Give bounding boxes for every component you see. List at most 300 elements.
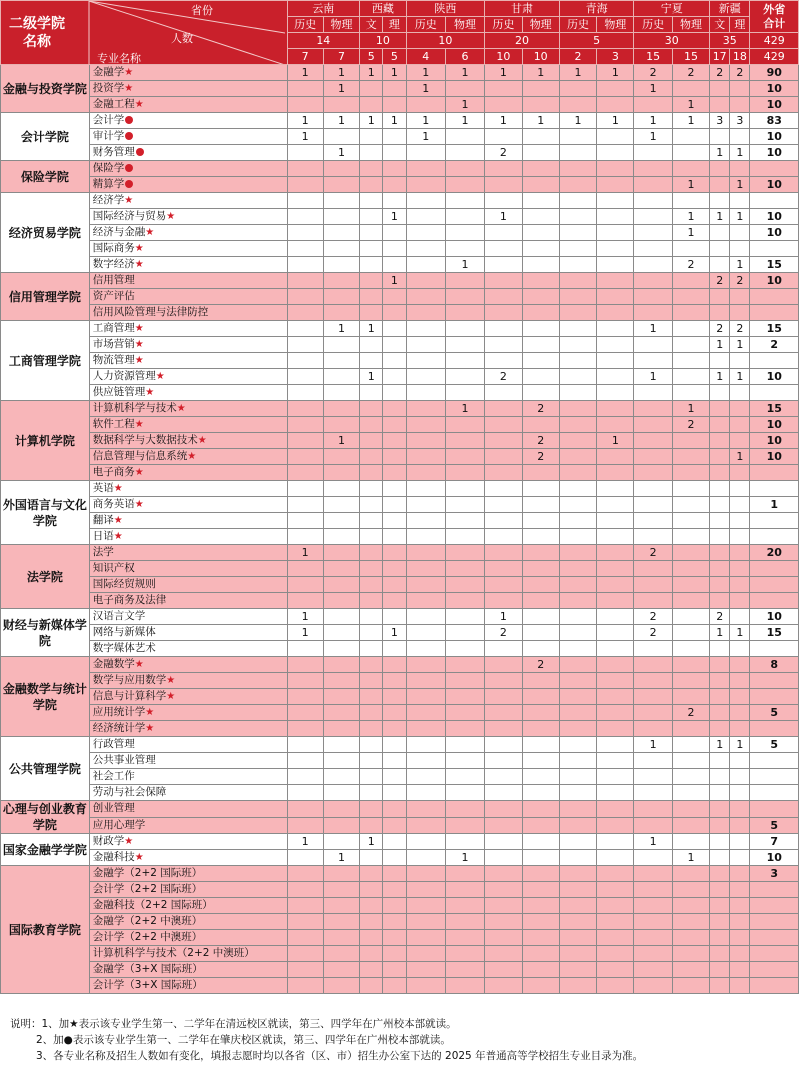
cell: 2	[672, 65, 709, 81]
cell	[522, 561, 559, 577]
cell	[672, 914, 709, 930]
cell	[445, 321, 484, 337]
cell	[522, 289, 559, 305]
star-icon: ★	[124, 836, 134, 847]
cell	[406, 721, 445, 737]
cell	[597, 817, 634, 834]
cell	[323, 817, 359, 834]
major-name	[89, 625, 287, 641]
cell	[710, 433, 730, 449]
cell	[559, 946, 596, 962]
cell: 2	[730, 321, 750, 337]
major-label: 汉语言文学	[92, 610, 146, 622]
cell	[710, 978, 730, 994]
cell	[406, 321, 445, 337]
cell	[597, 289, 634, 305]
row-total: 15	[750, 321, 799, 337]
cell	[406, 561, 445, 577]
cell	[672, 673, 709, 689]
major-label: 社会工作	[92, 770, 135, 782]
table-row	[1, 433, 799, 449]
cell	[360, 609, 383, 625]
table-row	[1, 465, 799, 481]
cell: 1	[287, 113, 323, 129]
cell	[445, 769, 484, 785]
cell	[323, 705, 359, 721]
cell	[383, 689, 406, 705]
cell	[287, 946, 323, 962]
star-icon: ★	[166, 211, 176, 222]
cell	[672, 625, 709, 641]
cell	[522, 705, 559, 721]
cell	[672, 481, 709, 497]
cell: 2	[710, 609, 730, 625]
cell	[406, 657, 445, 673]
row-total	[750, 577, 799, 593]
cell	[383, 401, 406, 417]
cell	[323, 241, 359, 257]
cell	[634, 337, 672, 353]
subject-count-0-1: 7	[323, 49, 359, 65]
row-total: 7	[750, 834, 799, 850]
cell	[485, 962, 522, 978]
subject-4-0: 历史	[559, 17, 596, 33]
cell: 1	[672, 209, 709, 225]
major-label: 会计学（2+2 国际班）	[92, 883, 203, 895]
table-row	[1, 737, 799, 753]
cell	[445, 577, 484, 593]
cell	[634, 882, 672, 898]
cell	[323, 673, 359, 689]
cell	[287, 529, 323, 545]
cell	[730, 129, 750, 145]
cell	[445, 513, 484, 529]
major-name	[89, 241, 287, 257]
cell	[383, 433, 406, 449]
subject-count-4-1: 3	[597, 49, 634, 65]
cell	[672, 353, 709, 369]
row-total	[750, 962, 799, 978]
major-label: 市场营销	[92, 338, 135, 350]
cell	[485, 817, 522, 834]
cell	[559, 81, 596, 97]
cell	[445, 914, 484, 930]
cell: 2	[672, 417, 709, 433]
cell	[445, 882, 484, 898]
cell	[710, 289, 730, 305]
total-column-title: 外省 合计	[750, 1, 799, 33]
cell	[597, 657, 634, 673]
table-row	[1, 609, 799, 625]
cell	[597, 930, 634, 946]
table-row	[1, 497, 799, 513]
cell	[383, 898, 406, 914]
table-row	[1, 946, 799, 962]
cell	[522, 369, 559, 385]
cell: 1	[383, 273, 406, 289]
cell	[710, 866, 730, 882]
cell	[730, 481, 750, 497]
row-total	[750, 673, 799, 689]
cell	[522, 882, 559, 898]
cell	[597, 882, 634, 898]
grand-total: 429	[750, 33, 799, 49]
cell	[445, 417, 484, 433]
cell	[730, 545, 750, 561]
row-total	[750, 914, 799, 930]
major-label: 日语	[92, 530, 114, 542]
cell	[406, 625, 445, 641]
cell	[730, 817, 750, 834]
major-label: 精算学	[92, 178, 125, 190]
cell: 1	[672, 177, 709, 193]
cell	[360, 289, 383, 305]
cell	[597, 529, 634, 545]
cell: 1	[634, 81, 672, 97]
major-label: 应用统计学	[92, 706, 146, 718]
cell	[323, 625, 359, 641]
table-row	[1, 449, 799, 465]
cell	[287, 817, 323, 834]
cell	[485, 866, 522, 882]
cell: 1	[730, 449, 750, 465]
cell	[559, 289, 596, 305]
cell	[522, 898, 559, 914]
cell	[287, 369, 323, 385]
row-total: 10	[750, 273, 799, 289]
cell	[710, 689, 730, 705]
star-icon: ★	[145, 723, 155, 734]
province-total-3: 20	[485, 33, 560, 49]
dept-name: 国际教育学院	[1, 866, 90, 994]
cell	[672, 193, 709, 209]
cell	[672, 81, 709, 97]
cell	[287, 97, 323, 113]
cell	[383, 737, 406, 753]
cell: 2	[634, 545, 672, 561]
cell: 1	[323, 113, 359, 129]
cell	[634, 433, 672, 449]
cell	[710, 914, 730, 930]
cell	[383, 753, 406, 769]
cell	[445, 561, 484, 577]
cell	[485, 978, 522, 994]
subject-count-6-0: 17	[710, 49, 730, 65]
cell	[597, 273, 634, 289]
major-name	[89, 449, 287, 465]
cell	[634, 785, 672, 801]
cell: 1	[710, 737, 730, 753]
major-label: 劳动与社会保障	[92, 786, 167, 798]
cell	[445, 721, 484, 737]
cell: 1	[383, 113, 406, 129]
cell	[360, 866, 383, 882]
cell	[710, 834, 730, 850]
cell	[287, 930, 323, 946]
cell: 1	[634, 113, 672, 129]
cell	[360, 145, 383, 161]
cell: 1	[287, 65, 323, 81]
row-total: 15	[750, 257, 799, 273]
table-row	[1, 337, 799, 353]
subject-5-0: 历史	[634, 17, 672, 33]
province-0: 云南	[287, 1, 360, 17]
cell	[672, 801, 709, 818]
cell	[406, 449, 445, 465]
cell: 1	[323, 850, 359, 866]
cell	[730, 305, 750, 321]
cell	[485, 641, 522, 657]
cell: 1	[287, 609, 323, 625]
cell	[522, 417, 559, 433]
major-name	[89, 978, 287, 994]
table-row	[1, 801, 799, 818]
cell	[634, 561, 672, 577]
table-row	[1, 385, 799, 401]
cell	[559, 417, 596, 433]
star-icon: ★	[124, 83, 134, 94]
cell	[323, 866, 359, 882]
cell	[287, 257, 323, 273]
cell	[360, 497, 383, 513]
cell	[730, 930, 750, 946]
cell	[597, 241, 634, 257]
cell	[406, 753, 445, 769]
cell	[360, 753, 383, 769]
cell	[445, 689, 484, 705]
cell: 1	[672, 97, 709, 113]
cell	[323, 641, 359, 657]
table-row	[1, 866, 799, 882]
cell	[287, 177, 323, 193]
table-row	[1, 65, 799, 81]
cell: 1	[406, 129, 445, 145]
cell	[383, 914, 406, 930]
star-icon: ★	[134, 99, 144, 110]
cell: 1	[445, 97, 484, 113]
cell: 1	[634, 834, 672, 850]
cell	[672, 449, 709, 465]
table-row	[1, 273, 799, 289]
table-row	[1, 305, 799, 321]
cell	[672, 385, 709, 401]
cell	[360, 641, 383, 657]
cell	[485, 577, 522, 593]
cell	[445, 834, 484, 850]
table-row	[1, 321, 799, 337]
cell	[597, 369, 634, 385]
table-row	[1, 850, 799, 866]
cell	[287, 161, 323, 177]
cell	[445, 273, 484, 289]
cell	[485, 401, 522, 417]
cell	[522, 129, 559, 145]
cell	[634, 753, 672, 769]
cell	[360, 657, 383, 673]
cell	[287, 385, 323, 401]
cell	[730, 225, 750, 241]
cell	[597, 785, 634, 801]
cell	[634, 97, 672, 113]
province-1: 西藏	[360, 1, 406, 17]
major-label: 经济学	[92, 194, 125, 206]
red-dot-icon	[125, 180, 133, 188]
cell	[730, 689, 750, 705]
cell: 1	[445, 257, 484, 273]
cell	[597, 145, 634, 161]
cell	[287, 337, 323, 353]
cell: 1	[323, 145, 359, 161]
subject-5-1: 物理	[672, 17, 709, 33]
cell	[710, 193, 730, 209]
cell	[383, 241, 406, 257]
major-label: 保险学	[92, 162, 125, 174]
cell	[445, 737, 484, 753]
cell	[597, 801, 634, 818]
cell	[445, 337, 484, 353]
major-name	[89, 657, 287, 673]
cell	[323, 257, 359, 273]
cell	[323, 161, 359, 177]
cell	[559, 177, 596, 193]
row-total: 10	[750, 369, 799, 385]
cell	[360, 97, 383, 113]
row-total: 3	[750, 866, 799, 882]
table-row	[1, 257, 799, 273]
cell	[445, 898, 484, 914]
cell	[672, 321, 709, 337]
cell	[597, 545, 634, 561]
cell	[730, 914, 750, 930]
major-label: 金融科技（2+2 国际班）	[92, 899, 213, 911]
cell	[323, 353, 359, 369]
subject-3-0: 历史	[485, 17, 522, 33]
cell	[287, 193, 323, 209]
major-label: 会计学	[92, 114, 125, 126]
table-row	[1, 641, 799, 657]
subject-count-3-0: 10	[485, 49, 522, 65]
cell	[710, 721, 730, 737]
cell	[597, 209, 634, 225]
major-label: 金融学（3+X 国际班）	[92, 963, 203, 975]
cell	[383, 497, 406, 513]
cell	[522, 337, 559, 353]
cell	[406, 385, 445, 401]
cell	[287, 209, 323, 225]
cell	[597, 513, 634, 529]
cell	[287, 417, 323, 433]
cell	[559, 753, 596, 769]
cell	[559, 898, 596, 914]
cell	[522, 866, 559, 882]
cell	[672, 577, 709, 593]
cell: 3	[710, 113, 730, 129]
cell	[710, 962, 730, 978]
table-row	[1, 834, 799, 850]
major-label: 翻译	[92, 514, 114, 526]
major-name	[89, 209, 287, 225]
row-total	[750, 689, 799, 705]
cell	[559, 97, 596, 113]
major-label: 行政管理	[92, 738, 135, 750]
table-row	[1, 577, 799, 593]
cell	[406, 177, 445, 193]
star-icon: ★	[124, 67, 134, 78]
row-total	[750, 769, 799, 785]
cell	[597, 417, 634, 433]
cell	[323, 417, 359, 433]
major-name	[89, 882, 287, 898]
major-label: 会计学（2+2 中澳班）	[92, 931, 203, 943]
cell	[710, 882, 730, 898]
cell	[634, 673, 672, 689]
table-row	[1, 369, 799, 385]
cell	[383, 673, 406, 689]
cell	[287, 641, 323, 657]
red-dot-icon	[125, 132, 133, 140]
cell: 1	[730, 737, 750, 753]
cell	[597, 641, 634, 657]
table-row	[1, 978, 799, 994]
table-row	[1, 545, 799, 561]
cell	[445, 209, 484, 225]
row-total	[750, 465, 799, 481]
major-name	[89, 289, 287, 305]
table-row	[1, 753, 799, 769]
star-icon: ★	[113, 531, 123, 542]
cell	[597, 705, 634, 721]
row-total	[750, 641, 799, 657]
cell	[323, 193, 359, 209]
star-icon: ★	[113, 515, 123, 526]
cell	[323, 689, 359, 705]
cell	[445, 817, 484, 834]
cell	[360, 513, 383, 529]
cell	[559, 962, 596, 978]
major-label: 数字经济	[92, 258, 135, 270]
table-row	[1, 177, 799, 193]
cell	[634, 946, 672, 962]
cell	[730, 433, 750, 449]
red-dot-icon	[125, 116, 133, 124]
cell	[522, 593, 559, 609]
cell: 1	[559, 65, 596, 81]
cell	[485, 337, 522, 353]
major-name	[89, 593, 287, 609]
cell	[634, 401, 672, 417]
cell	[730, 866, 750, 882]
cell	[597, 561, 634, 577]
major-label: 经济与金融	[92, 226, 146, 238]
cell	[445, 753, 484, 769]
cell	[559, 593, 596, 609]
cell	[597, 193, 634, 209]
major-label: 人力资源管理	[92, 370, 156, 382]
cell	[710, 545, 730, 561]
cell	[383, 305, 406, 321]
cell	[634, 273, 672, 289]
cell	[634, 465, 672, 481]
major-label: 计算机科学与技术	[92, 402, 177, 414]
major-name	[89, 65, 287, 81]
cell	[597, 353, 634, 369]
cell	[522, 177, 559, 193]
major-name	[89, 609, 287, 625]
cell	[360, 673, 383, 689]
cell	[672, 561, 709, 577]
cell	[672, 817, 709, 834]
cell	[672, 545, 709, 561]
